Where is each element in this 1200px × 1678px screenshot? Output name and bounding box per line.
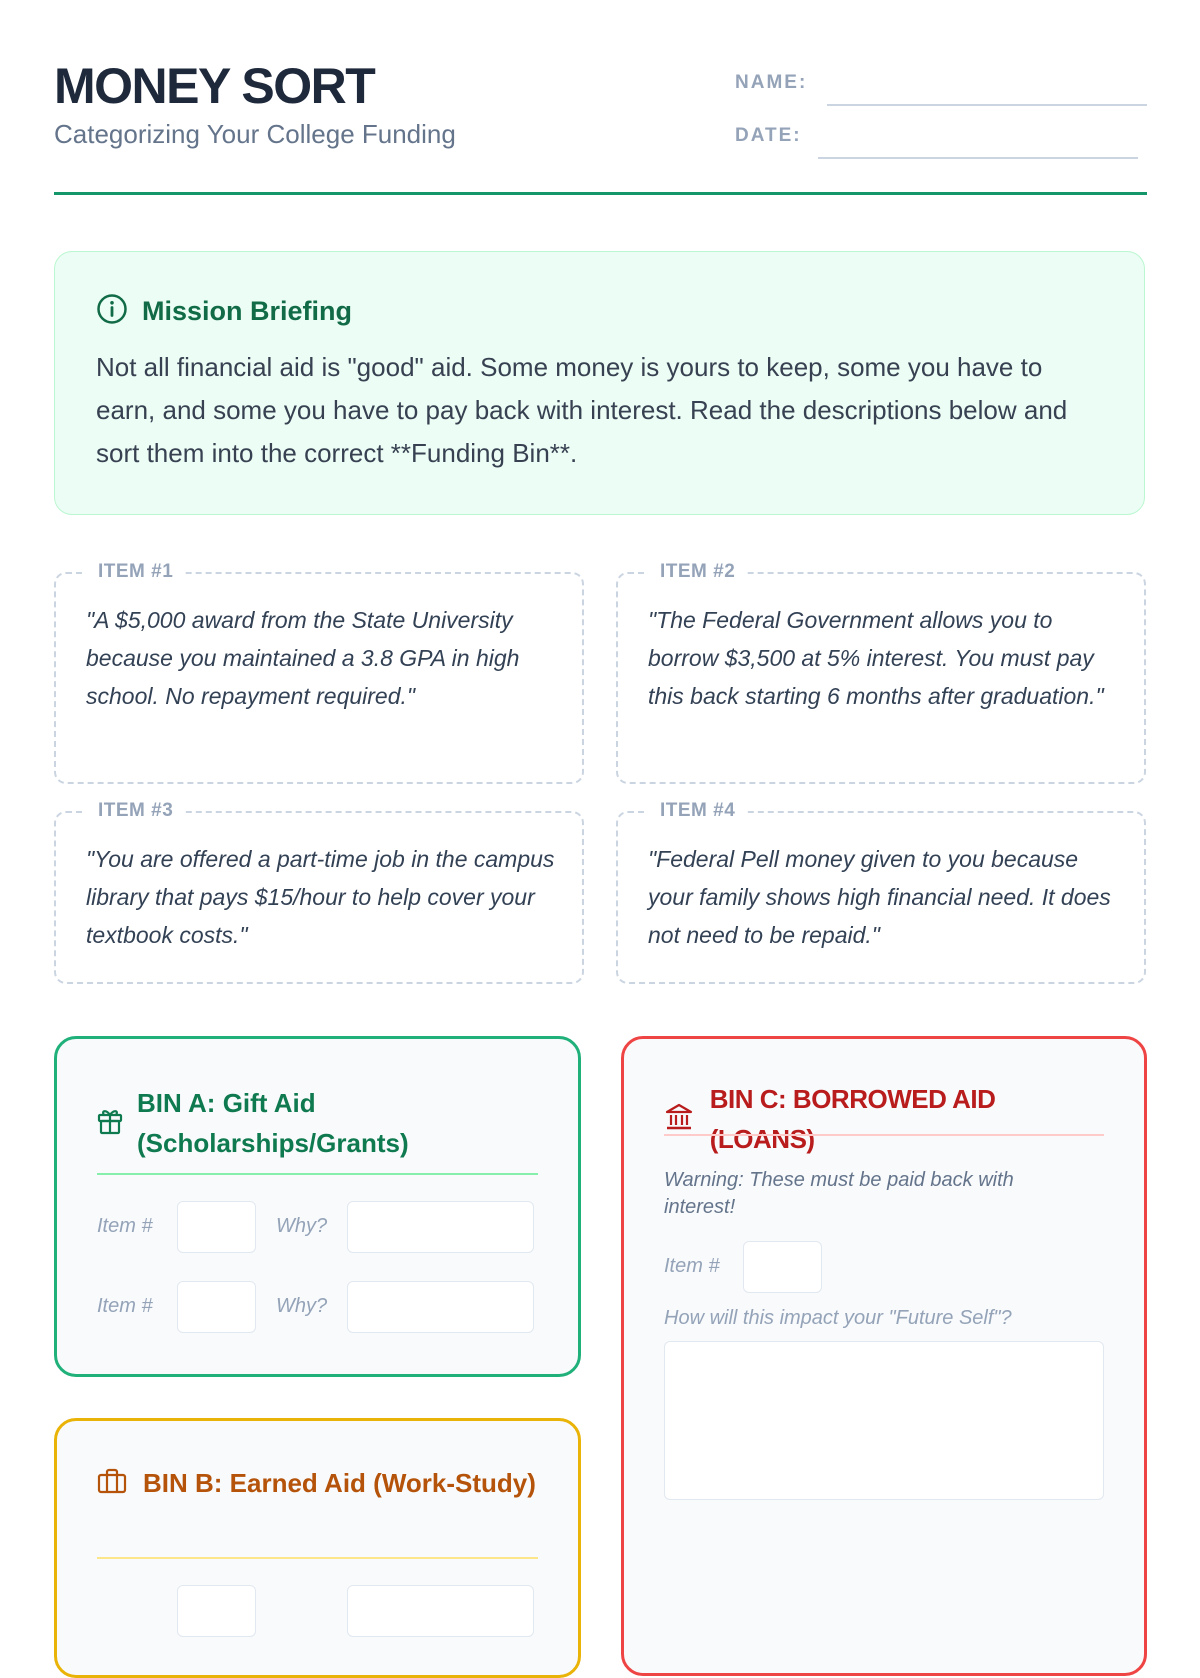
- item-label: ITEM #2: [648, 559, 747, 585]
- item-label: ITEM #4: [648, 798, 747, 824]
- bin-b-heading: [97, 1463, 538, 1503]
- page-subtitle: Categorizing Your College Funding: [54, 119, 456, 149]
- why-label: Why?: [276, 1295, 328, 1317]
- item-text: "A $5,000 award from the State University because you maintained a 3.8 GPA in high school. No repayment required.": [86, 607, 520, 709]
- item-card-1: [54, 561, 584, 784]
- bin-a-why-input-2[interactable]: [347, 1281, 534, 1333]
- bin-a-divider: [97, 1173, 538, 1175]
- bin-a-item-input-1[interactable]: [177, 1201, 256, 1253]
- worksheet-header: [54, 52, 1147, 197]
- why-label: Why?: [276, 1215, 328, 1237]
- item-card-3: [54, 800, 584, 984]
- briefing-text: Not all financial aid is "good" aid. Some money is yours to keep, some you have to earn, and some you have to pay back with interest. Read the descriptions below and sort them into the correct **Funding Bin**.: [96, 352, 1068, 468]
- date-field[interactable]: [735, 115, 1147, 161]
- date-label: DATE:: [735, 125, 802, 146]
- impact-label: How will this impact your "Future Self"?: [664, 1307, 1012, 1329]
- item-number-label: Item #: [97, 1215, 153, 1237]
- bin-c-item-input[interactable]: [743, 1241, 822, 1293]
- mission-briefing: [54, 251, 1145, 515]
- bin-b-earned-aid: [54, 1418, 581, 1678]
- bin-a-heading: [97, 1083, 538, 1163]
- bin-b-title: BIN B: Earned Aid (Work-Study): [143, 1468, 536, 1498]
- item-text: "Federal Pell money given to you because your family shows high financial need. It does not need to be repaid.": [648, 846, 1111, 948]
- bin-a-item-input-2[interactable]: [177, 1281, 256, 1333]
- date-line[interactable]: [818, 157, 1138, 159]
- bin-b-why-input-1[interactable]: [347, 1585, 534, 1637]
- worksheet-page: [54, 0, 1147, 1600]
- item-card-4: [616, 800, 1146, 984]
- item-number-label: Item #: [664, 1255, 720, 1277]
- bin-c-borrowed-aid: [621, 1036, 1147, 1676]
- item-text: "You are offered a part-time job in the campus library that pays $15/hour to help cover your textbook costs.": [86, 846, 555, 948]
- briefcase-icon: [97, 1467, 129, 1500]
- name-field[interactable]: [735, 62, 1147, 108]
- bin-a-title: BIN A: Gift Aid (Scholarships/Grants): [137, 1088, 409, 1158]
- bank-icon: [664, 1102, 696, 1137]
- bin-c-title: BIN C: BORROWED AID (LOANS): [709, 1084, 996, 1154]
- bin-a-gift-aid: [54, 1036, 581, 1377]
- name-line[interactable]: [827, 104, 1147, 106]
- item-number-label: Item #: [97, 1295, 153, 1317]
- item-label: ITEM #1: [86, 559, 185, 585]
- item-text: "The Federal Government allows you to borrow $3,500 at 5% interest. You must pay this back starting 6 months after graduation.": [648, 607, 1104, 709]
- bin-b-item-input-1[interactable]: [177, 1585, 256, 1637]
- briefing-title: Mission Briefing: [142, 295, 353, 326]
- info-icon: [96, 293, 128, 330]
- bin-c-warning: Warning: These must be paid back with interest!: [664, 1169, 1014, 1218]
- page-title: MONEY SORT: [54, 58, 375, 114]
- bin-c-divider: [664, 1134, 1104, 1136]
- briefing-heading: [96, 294, 352, 328]
- item-label: ITEM #3: [86, 798, 185, 824]
- gift-icon: [97, 1107, 123, 1140]
- bin-c-impact-textarea[interactable]: [664, 1341, 1104, 1500]
- bin-b-divider: [97, 1557, 538, 1559]
- bin-c-heading: [664, 1079, 1104, 1159]
- header-divider: [54, 192, 1147, 195]
- item-card-2: [616, 561, 1146, 784]
- bin-a-why-input-1[interactable]: [347, 1201, 534, 1253]
- name-label: NAME:: [735, 72, 808, 93]
